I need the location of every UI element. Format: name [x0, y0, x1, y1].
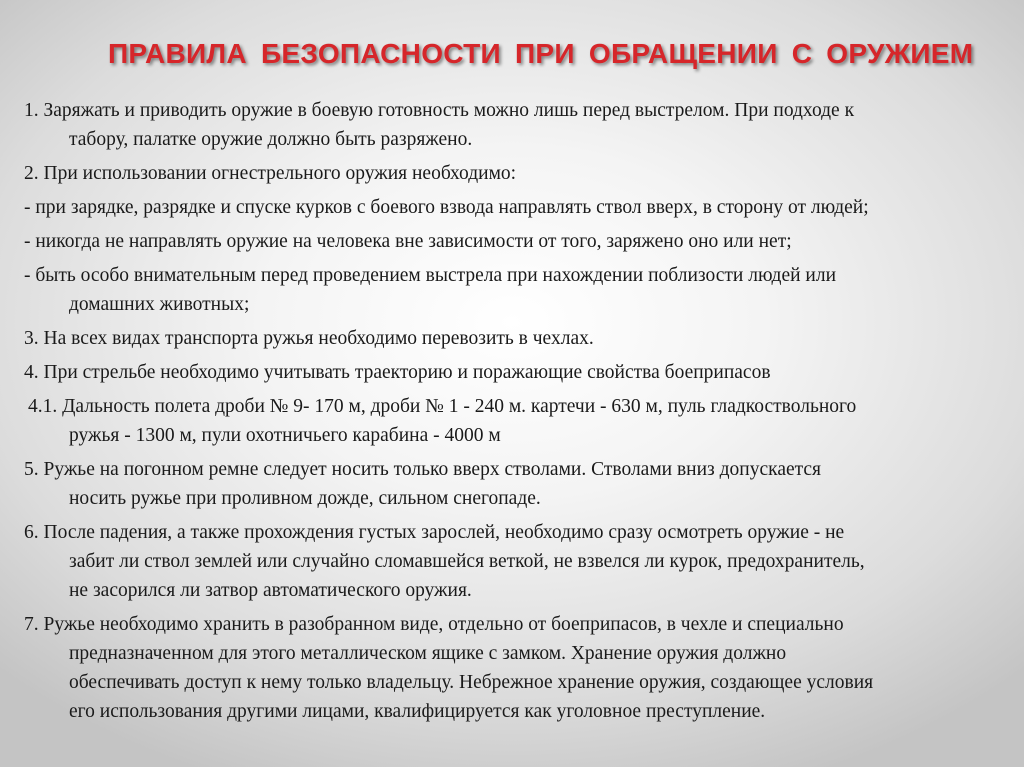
rule-item-first-line: - при зарядке, разрядке и спуске курков с боевого взвода направлять ствол вверх, в сторону от людей;: [24, 197, 869, 218]
rule-item-continuation-line: его использования другими лицами, квалифицируется как уголовное преступление.: [69, 701, 766, 722]
rule-item: [24, 261, 1014, 319]
rule-item-continuation-line: табору, палатке оружие должно быть разряжено.: [69, 129, 473, 150]
rule-item-continuation-line: носить ружье при проливном дожде, сильном снегопаде.: [69, 488, 541, 509]
rule-item-first-line: - быть особо внимательным перед проведением выстрела при нахождении поблизости людей или: [24, 265, 837, 286]
rule-item: [24, 455, 1014, 513]
rule-item: [24, 159, 1014, 188]
rule-item: [24, 518, 1014, 605]
rule-item-first-line: 4. При стрельбе необходимо учитывать траекторию и поражающие свойства боеприпасов: [24, 362, 771, 383]
rule-item: [24, 324, 1014, 353]
rule-item: [24, 96, 1014, 154]
rule-item: [24, 610, 1014, 726]
rule-item-first-line: 2. При использовании огнестрельного оружия необходимо:: [24, 163, 517, 184]
rule-item-first-line: - никогда не направлять оружие на человека вне зависимости от того, заряжено оно или нет;: [24, 231, 792, 252]
rule-item-first-line: 5. Ружье на погонном ремне следует носить только вверх стволами. Стволами вниз допускается: [24, 459, 822, 480]
rule-item-first-line: 1. Заряжать и приводить оружие в боевую готовность можно лишь перед выстрелом. При подходе к: [24, 100, 855, 121]
rule-item-first-line: 4.1. Дальность полета дроби № 9- 170 м, дроби № 1 - 240 м. картечи - 630 м, пуль гладкоствольного: [28, 396, 857, 417]
rule-item-first-line: 7. Ружье необходимо хранить в разобранном виде, отдельно от боеприпасов, в чехле и специально: [24, 614, 844, 635]
rule-item-continuation-line: предназначенном для этого металлическом ящике с замком. Хранение оружия должно: [69, 643, 787, 664]
rule-item-first-line: 6. После падения, а также прохождения густых зарослей, необходимо сразу осмотреть оружие - не: [24, 522, 845, 543]
rule-item-continuation-line: не засорился ли затвор автоматического оружия.: [69, 580, 472, 601]
rule-item-first-line: 3. На всех видах транспорта ружья необходимо перевозить в чехлах.: [24, 328, 594, 349]
rules-list: [24, 96, 1014, 731]
rule-item-continuation-line: забит ли ствол землей или случайно сломавшейся веткой, не взвелся ли курок, предохранитель,: [69, 551, 865, 572]
rule-item-continuation-line: домашних животных;: [69, 294, 250, 315]
rule-item-continuation-line: обеспечивать доступ к нему только владельцу. Небрежное хранение оружия, создающее условия: [69, 672, 874, 693]
rule-item: [24, 392, 1014, 450]
slide-title: ПРАВИЛА БЕЗОПАСНОСТИ ПРИ ОБРАЩЕНИИ С ОРУЖИЕМ: [108, 38, 974, 69]
rule-item: [24, 193, 1014, 222]
rule-item-continuation-line: ружья - 1300 м, пули охотничьего карабина - 4000 м: [69, 425, 501, 446]
rule-item: [24, 227, 1014, 256]
rule-item: [24, 358, 1014, 387]
